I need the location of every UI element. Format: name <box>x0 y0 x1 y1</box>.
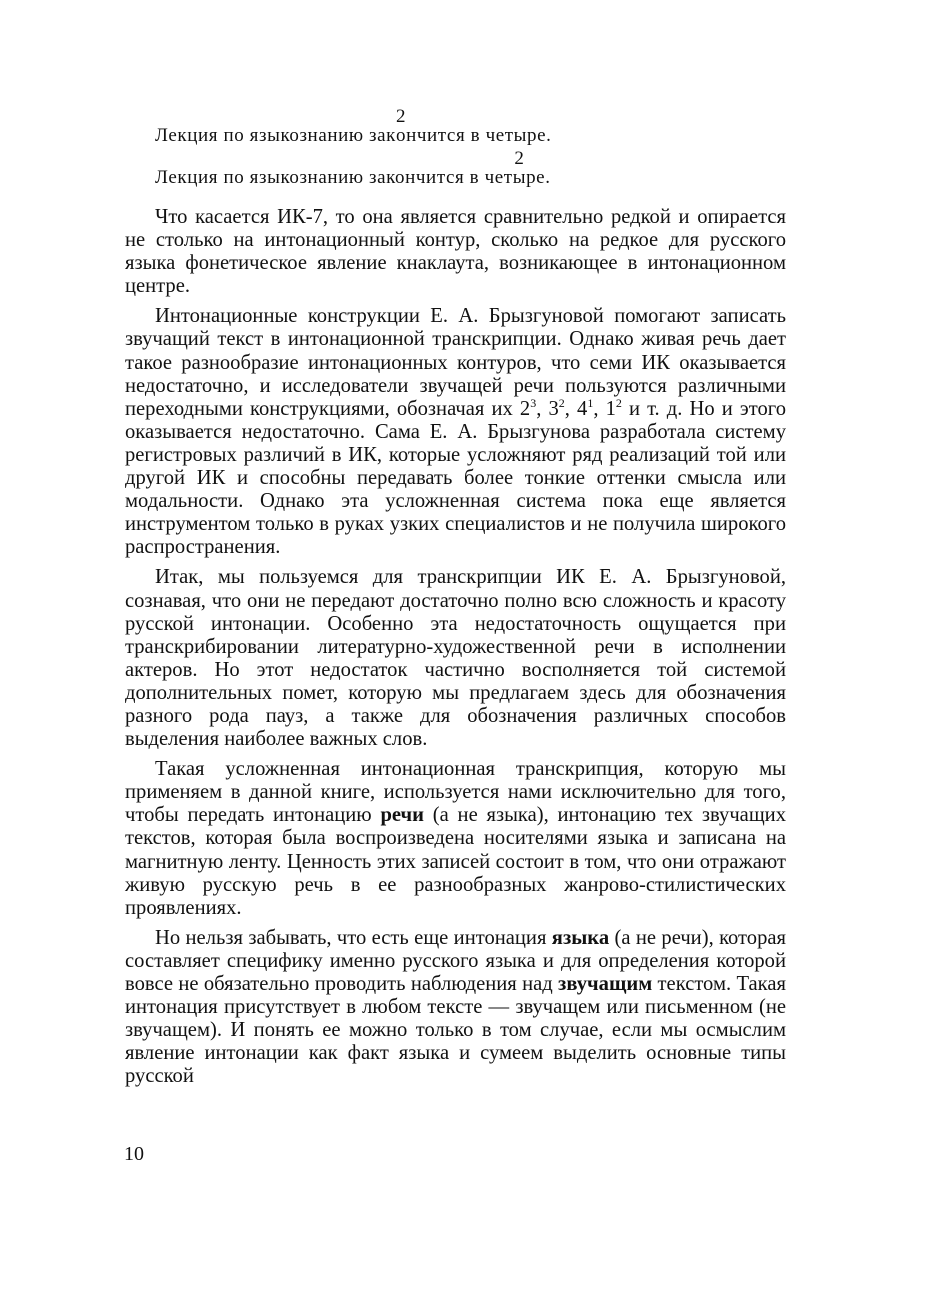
ik-variant-sup: 1 <box>587 395 594 410</box>
ik-variant-base: 4 <box>577 397 588 420</box>
example-1-ik-number: 2 <box>395 106 407 127</box>
ik-variant-base: 2 <box>519 397 531 420</box>
paragraph-1: Что касается ИК-7, то она является сравнительно редкой и опирается не столько на интонационный контур, сколько на редкое для русского языка фонетическое явление кнаклаута, возникающее в интонационном центре. <box>125 206 786 298</box>
bold-term-speech: речи <box>380 804 425 827</box>
paragraph-5-part-3: текстом. Такая интонация присутствует в любом тексте — звучащем или письменном (не звучащем). И понять ее можно только в том случае, если мы осмыслим явление интонации как факт языка и сумеем выделить основные типы русской <box>125 973 786 1088</box>
bold-term-sounding: звучащим <box>558 973 653 995</box>
example-1-text-before: Лекция по языкознанию зак <box>155 125 396 146</box>
paragraph-4 <box>125 758 786 920</box>
page-number: 10 <box>124 1143 144 1165</box>
example-1-text-after: нчится в четыре. <box>406 125 552 146</box>
example-2-stressed-letter <box>512 148 527 189</box>
ik-variant-sup: 3 <box>530 395 537 410</box>
main-text <box>125 206 786 1095</box>
paragraph-2-part-1: Интонационные конструкции Е. А. Брызгуновой помогают записать звучащий текст в интонационной транскрипции. Однако живая речь дает такое разнообразие интонационных контуров, что семи ИК оказывается недостаточно, и исследователи звучащей речи пользуются различными переходными конструкциями, обозначая их <box>125 305 786 420</box>
example-2-text-before: Лекция по языкознанию закончится в чет <box>155 167 513 188</box>
example-2-ik-number: 2 <box>514 148 525 169</box>
paragraph-3: Итак, мы пользуемся для транскрипции ИК Е. А. Брызгуновой, сознавая, что они не передают достаточно полно всю сложность и красоту русской интонации. Особенно эта недостаточность ощущается при транскрибировании литературно-художественной речи в исполнении актеров. Но этот недостаток частично восполняется той системой дополнительных помет, которую мы предлагаем здесь для обозначения разного рода пауз, а также для обозначения различных способов выделения наиболее важных слов. <box>125 566 786 751</box>
paragraph-4-part-1: Такая усложненная интонационная транскрипция, которую мы применяем в данной книге, используется нами исключительно для того, чтобы передать интонацию <box>125 758 786 827</box>
example-sentence-1 <box>155 106 552 147</box>
paragraph-5-part-2: (а не речи), которая составляет специфику именно русского языка и для определения которой вовсе не обязательно проводить наблюдения над <box>125 926 786 995</box>
ik-variant-sup: 2 <box>615 395 622 410</box>
bold-term-language: языка <box>551 926 610 949</box>
paragraph-2-part-2: и т. д. Но и этого оказывается недостаточно. Сама Е. А. Брызгунова разработала систему регистровых различий в ИК, которые усложняют ряд реализаций той или другой ИК и способны передавать более тонкие оттенки смысла или модальности. Однако эта усложненная система пока еще является инструментом только в руках узких специалистов и не получила широкого распространения. <box>125 397 787 559</box>
paragraph-4-part-2: (а не языка), интонацию тех звучащих текстов, которая была воспроизведена носителями языка и записана на магнитную ленту. Ценность этих записей состоит в том, что они отражают живую русскую речь в ее разнообразных жанрово-стилистических проявлениях. <box>125 804 786 919</box>
ik-variant-base: 3 <box>548 397 559 420</box>
paragraph-5-part-1: Но нельзя забывать, что есть еще интонация <box>155 926 552 949</box>
example-2-text-after: ре. <box>526 167 551 188</box>
example-2-marked-vowel: ы <box>512 167 527 188</box>
ik-variant-sup: 2 <box>558 395 565 410</box>
paragraph-5 <box>125 927 786 1089</box>
paragraph-2: Интонационные конструкции Е. А. Брызгуновой помогают записать звучащий текст в интонационной транскрипции. Однако живая речь дает такое разнообразие интонационных контуров, что семи ИК оказывается недостаточно, и исследователи звучащей речи пользуются различными переходными конструкциями, обозначая их $2^3$, $3^2$, $4^1$, $1^2$ и т. д. Но и этого оказывается недостаточно. Сама Е. А. Брызгунова разработала систему регистровых различий в ИК, которые усложняют ряд реализаций той или другой ИК и способны передавать более тонкие оттенки смысла или модальности. Однако эта усложненная система пока еще является инструментом только в руках узких специалистов и не получила широкого распространения. <box>125 305 787 559</box>
ik-variant-base: 1 <box>605 397 616 420</box>
example-sentence-2 <box>155 148 551 189</box>
example-1-stressed-letter <box>395 106 407 147</box>
example-1-marked-vowel: о <box>396 125 407 146</box>
